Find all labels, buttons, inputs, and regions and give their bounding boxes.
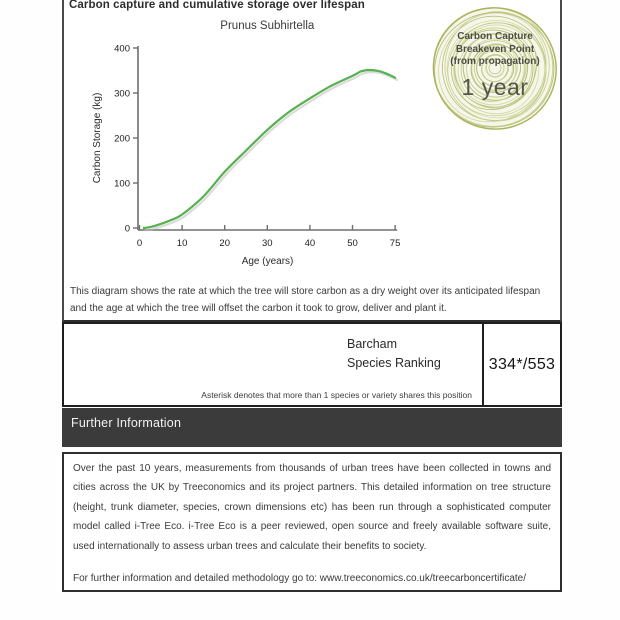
svg-text:100: 100 <box>114 178 130 190</box>
further-info-header <box>62 408 562 447</box>
svg-text:0: 0 <box>136 238 143 249</box>
badge-line-1: Carbon Capture <box>457 31 533 42</box>
section-title: Carbon capture and cumulative storage over lifespan <box>69 0 365 11</box>
ranking-section <box>62 322 562 407</box>
chart-explanation: This diagram shows the rate at which the tree will store carbon as a dry weight over its anticipated lifespan and the age at which the tree will offset the carbon it took to grow, deliver and plant it. <box>70 286 541 314</box>
ranking-label-line2: Species Ranking <box>347 356 441 370</box>
svg-text:300: 300 <box>114 88 130 100</box>
chart-section <box>62 0 562 323</box>
further-info-section <box>62 452 562 592</box>
svg-text:Age (years): Age (years) <box>241 256 294 267</box>
ranking-label-line1: Barcham <box>347 337 398 351</box>
further-info-link-line: For further information and detailed methodology go to: www.treeconomics.co.uk/treecarboncertificate/ <box>73 573 527 585</box>
ranking-footnote: Asterisk denotes that more than 1 species or variety shares this position <box>201 390 472 400</box>
svg-text:30: 30 <box>262 238 273 249</box>
svg-text:Carbon Storage (kg): Carbon Storage (kg) <box>92 92 103 184</box>
svg-text:0: 0 <box>124 223 130 235</box>
svg-text:Prunus Subhirtella: Prunus Subhirtella <box>220 20 315 32</box>
further-info-paragraph: Over the past 10 years, measurements from thousands of urban trees have been collected in towns and cities across the UK by Treeconomics and its project partners. This detailed information on tree structure (height, trunk diameter, species, crown dimensions etc) has been run through a sophisticated computer model called i-Tree Eco. i-Tree Eco is a peer reviewed, open source and freely available software suite, used internationally to assess urban trees and calculate their benefits to society. <box>73 463 551 552</box>
svg-text:40: 40 <box>304 238 316 249</box>
ranking-value-cell <box>482 324 560 405</box>
svg-text:50: 50 <box>347 238 358 249</box>
further-info-header-label: Further Information <box>71 416 182 430</box>
ranking-label <box>347 335 441 373</box>
ranking-label-cell <box>64 324 482 405</box>
badge-line-2: Breakeven Point <box>455 43 535 55</box>
svg-text:10: 10 <box>176 238 188 249</box>
svg-text:20: 20 <box>219 238 230 249</box>
svg-text:200: 200 <box>114 133 130 145</box>
svg-text:75: 75 <box>389 238 401 249</box>
badge-line-3: (from propagation) <box>450 56 540 67</box>
breakeven-badge <box>430 3 560 133</box>
ranking-value: 334*/553 <box>488 355 556 373</box>
breakeven-value: 1 year <box>461 73 529 100</box>
svg-text:400: 400 <box>114 43 130 55</box>
breakeven-badge-text <box>430 31 560 101</box>
